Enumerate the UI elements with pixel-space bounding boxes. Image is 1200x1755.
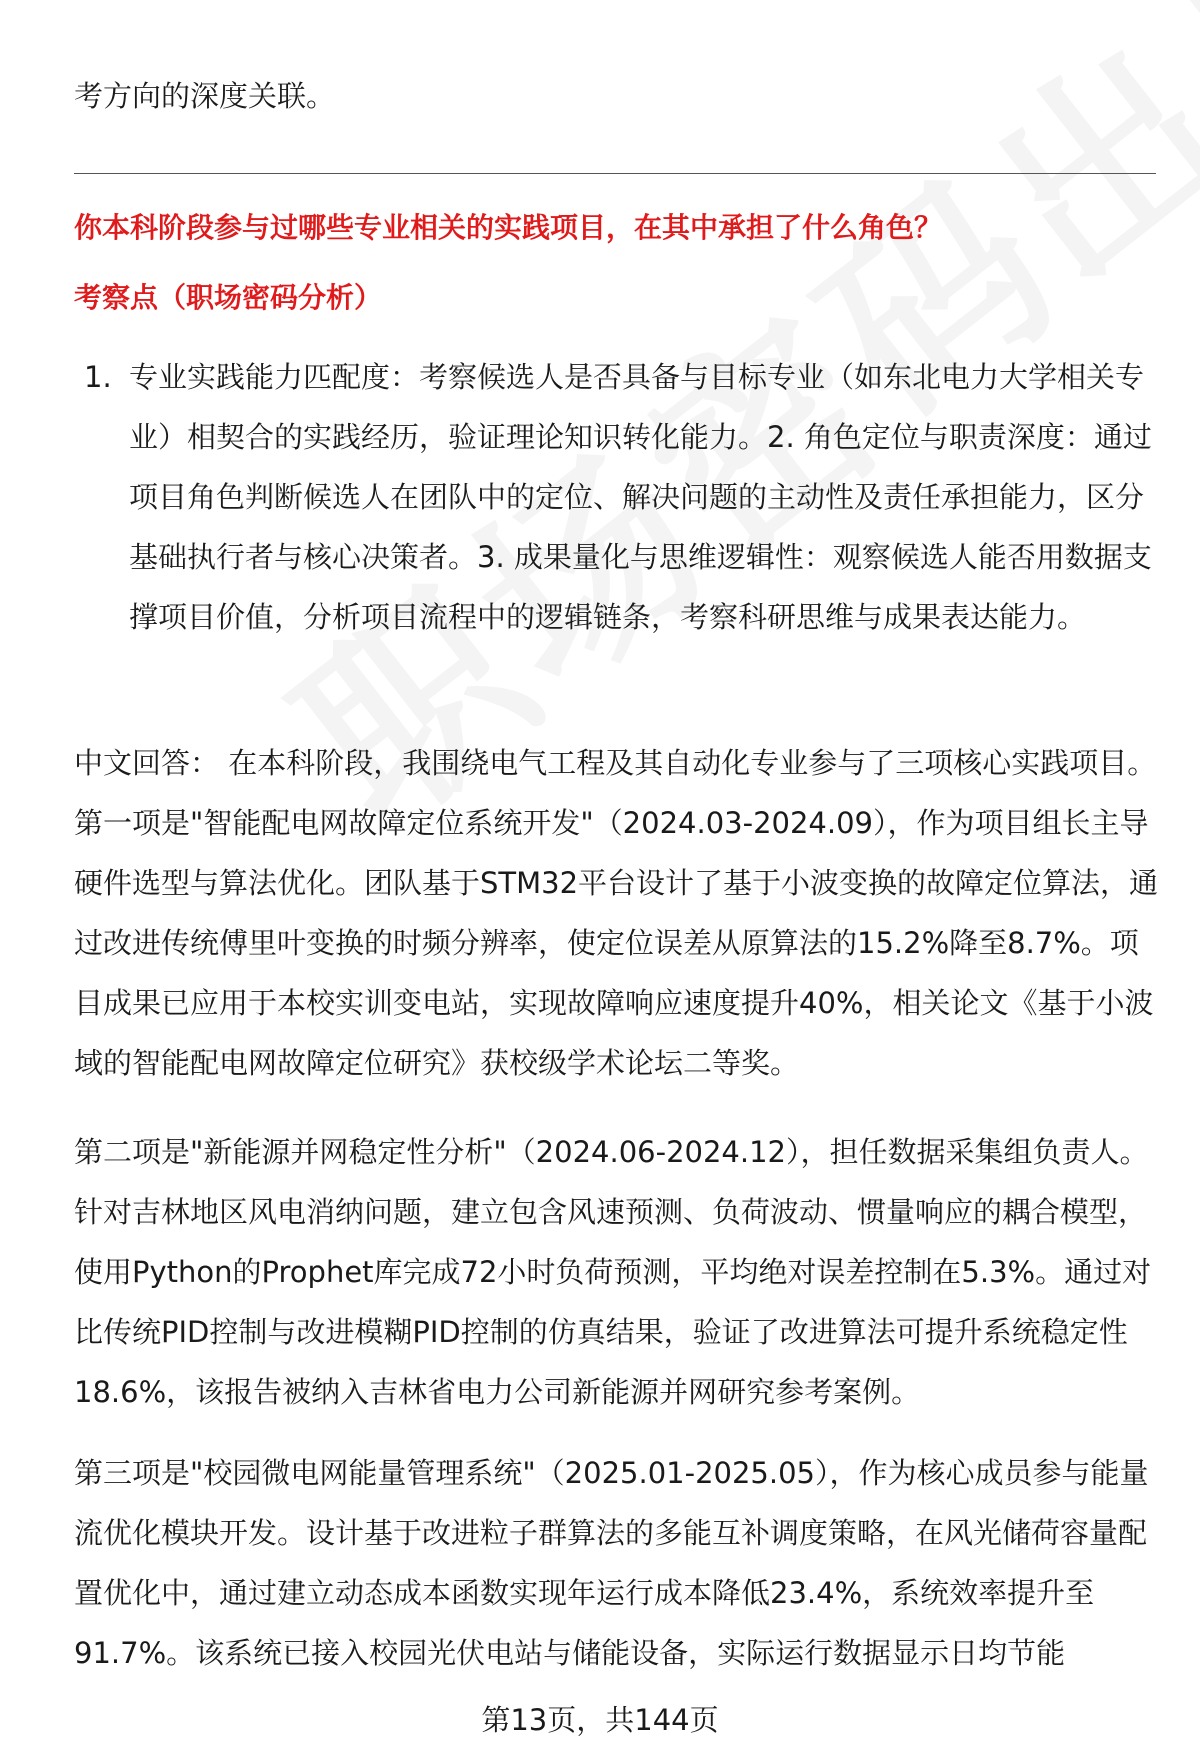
list-item-text: 专业实践能力匹配度：考察候选人是否具备与目标专业（如东北电力大学相关专业）相契合的实践经历，验证理论知识转化能力。2. 角色定位与职责深度：通过项目角色判断候选人在团队中的定位、解决问题的主动性及责任承担能力，区分基础执行者与核心决策者。3. 成果量化与思维逻辑性：观察候选人能否用数据支撑项目价值，分析项目流程中的逻辑链条，考察科研思维与成果表达能力。: [129, 360, 1152, 634]
assessment-subheading: 考察点（职场密码分析）: [74, 281, 383, 314]
answer-paragraph-2: 第二项是"新能源并网稳定性分析"（2024.06-2024.12），担任数据采集组负责人。针对吉林地区风电消纳问题，建立包含风速预测、负荷波动、惯量响应的耦合模型，使用Python的Prophet库完成72小时负荷预测，平均绝对误差控制在5.3%。通过对比传统PID控制与改进模糊PID控制的仿真结果，验证了改进算法可提升系统稳定性18.6%，该报告被纳入吉林省电力公司新能源并网研究参考案例。: [74, 1135, 1152, 1409]
section-divider: [74, 173, 1156, 174]
answer-paragraph-3: 第三项是"校园微电网能量管理系统"（2025.01-2025.05），作为核心成员参与能量流优化模块开发。设计基于改进粒子群算法的多能互补调度策略，在风光储荷容量配置优化中，通过建立动态成本函数实现年运行成本降低23.4%，系统效率提升至91.7%。该系统已接入校园光伏电站与储能设备，实际运行数据显示日均节能: [74, 1456, 1149, 1670]
intro-paragraph-tail: 考方向的深度关联。: [74, 79, 336, 113]
answer-paragraph-1: 中文回答： 在本科阶段，我围绕电气工程及其自动化专业参与了三项核心实践项目。第一项是"智能配电网故障定位系统开发"（2024.03-2024.09），作为项目组长主导硬件选型与算法优化。团队基于STM32平台设计了基于小波变换的故障定位算法，通过改进传统傅里叶变换的时频分辨率，使定位误差从原算法的15.2%降至8.7%。项目成果已应用于本校实训变电站，实现故障响应速度提升40%，相关论文《基于小波域的智能配电网故障定位研究》获校级学术论坛二等奖。: [74, 746, 1159, 1080]
page-footer: 第13页，共144页: [481, 1703, 719, 1737]
question-heading: 你本科阶段参与过哪些专业相关的实践项目，在其中承担了什么角色？: [74, 211, 943, 244]
assessment-list: [74, 347, 1159, 647]
list-number: 1.: [84, 360, 112, 394]
